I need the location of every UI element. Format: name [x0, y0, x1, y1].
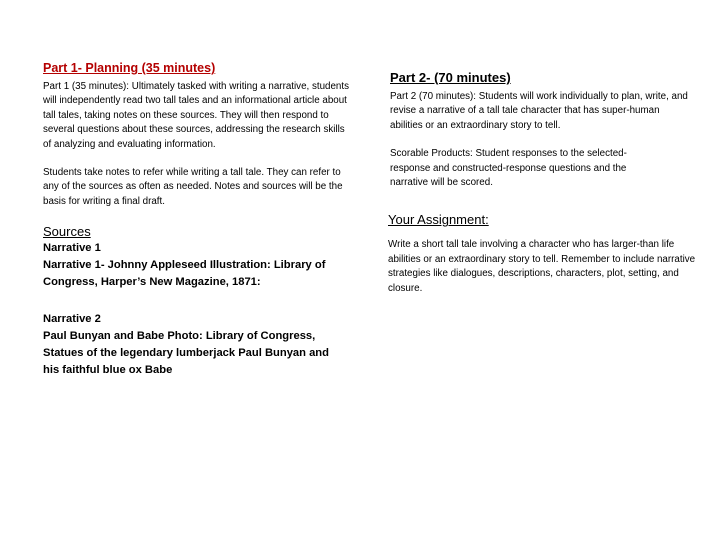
part2-intro: Part 2 (70 minutes): Students will work individually to plan, write, and revise a narrative of a tall tale character that has super-human abilities or an extraordinary story to tell. [390, 91, 688, 131]
scorable-products: Scorable Products: Student responses to the selected-response and constructed-response questions and the narrative will be scored. [390, 148, 627, 189]
part2-heading: Part 2- (70 minutes) [390, 70, 511, 85]
narrative2-text: Paul Bunyan and Babe Photo: Library of Congress, Statues of the legendary lumberjack Paul Bunyan and his faithful blue ox Babe [43, 330, 329, 377]
part1-notes: Students take notes to refer while writing a tall tale. They can refer to any of the sources as often as needed. Notes and sources will be the basis for writing a final draft. [43, 167, 343, 207]
part1-intro: Part 1 (35 minutes): Ultimately tasked with writing a narrative, students will independently read two tall tales and an informational article about tall tales, taking notes on these sources. They will then respond to several questions about these sources, addressing the research skills of analyzing and evaluating information. [43, 81, 350, 150]
assignment-heading: Your Assignment: [388, 212, 489, 228]
narrative1-label: Narrative 1 [43, 242, 101, 255]
right-column [390, 70, 705, 296]
narrative1-text: Narrative 1- Johnny Appleseed Illustration: Library of Congress, Harper’s New Magazine, 1871: [43, 259, 326, 289]
sources-title: Sources [43, 224, 91, 240]
sources-section [43, 223, 358, 379]
part1-heading: Part 1- Planning (35 minutes) [43, 61, 216, 75]
left-column [43, 60, 358, 379]
narrative2-label: Narrative 2 [43, 313, 101, 326]
assignment-text: Write a short tall tale involving a character who has larger-than life abilities or an extraordinary story to tell. Remember to include narrative strategies like dialogues, descriptions, characters, plot, setting, and closure. [388, 239, 696, 294]
